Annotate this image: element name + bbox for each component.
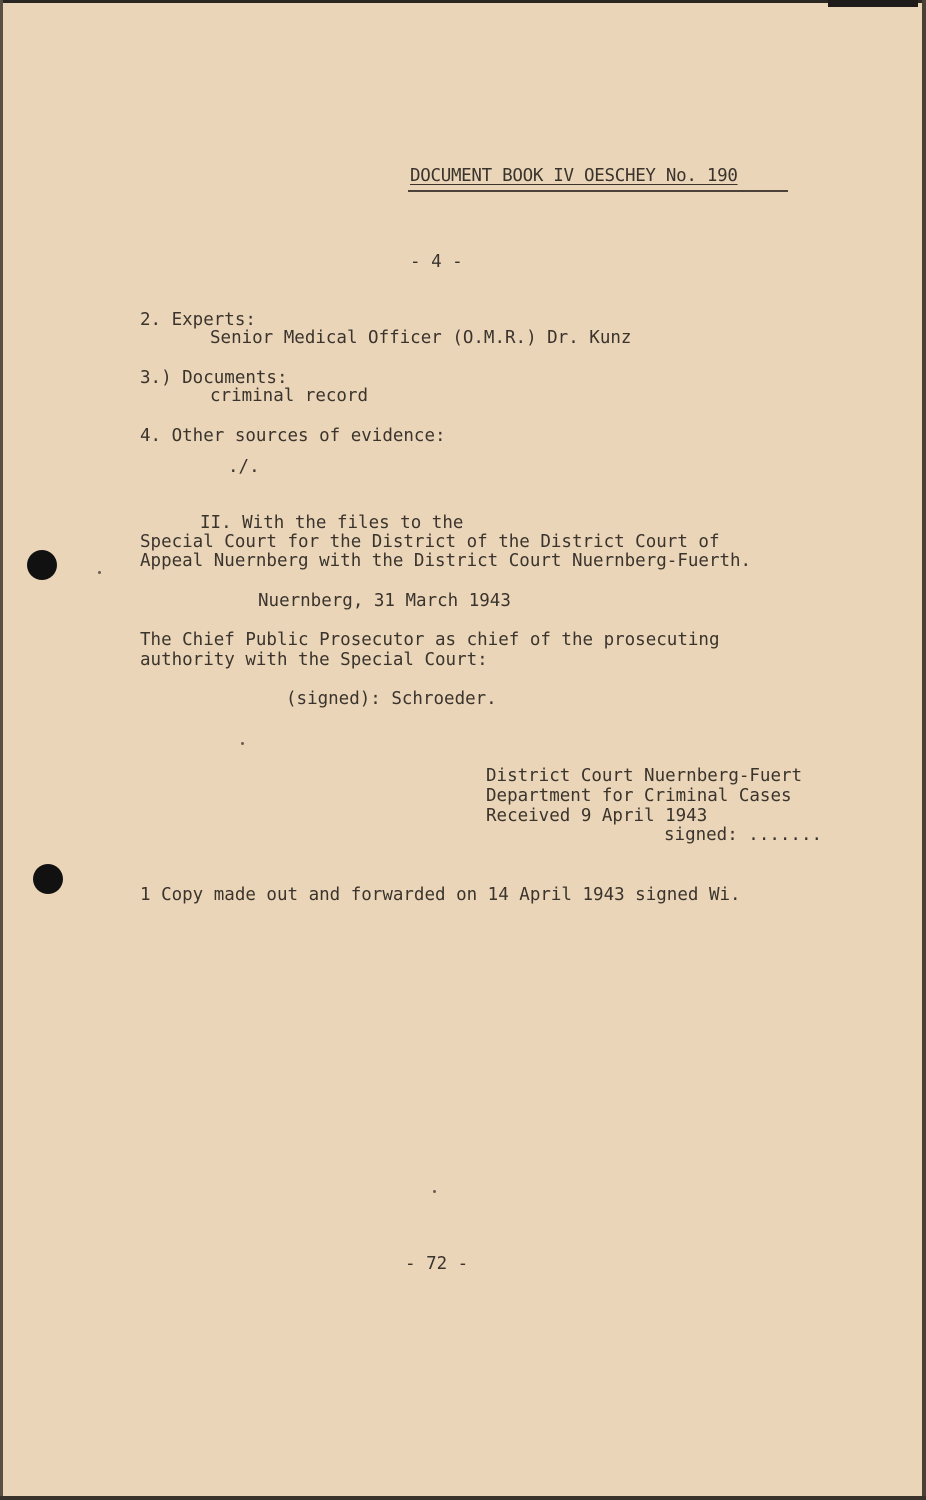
- documents-value: criminal record: [210, 386, 369, 406]
- stamp-line-2: Department for Criminal Cases: [486, 786, 792, 806]
- page-edge-left: [0, 0, 3, 1500]
- experts-value: Senior Medical Officer (O.M.R.) Dr. Kunz: [210, 328, 632, 348]
- other-evidence-heading: 4. Other sources of evidence:: [140, 426, 446, 446]
- forwarding-line-1: II. With the files to the: [200, 513, 464, 533]
- copy-note: 1 Copy made out and forwarded on 14 April 1943 signed Wi.: [140, 885, 741, 905]
- documents-heading: 3.) Documents:: [140, 368, 288, 388]
- punch-hole-upper: [27, 550, 57, 580]
- signature-line: (signed): Schroeder.: [286, 689, 497, 709]
- stamp-line-4: signed: .......: [664, 825, 823, 845]
- paper-speck: [241, 742, 244, 745]
- document-reference-header: DOCUMENT BOOK IV OESCHEY No. 190: [410, 166, 738, 186]
- experts-heading: 2. Experts:: [140, 310, 256, 330]
- page-edge-bottom: [0, 1496, 926, 1500]
- forwarding-line-2: Special Court for the District of the District Court of: [140, 532, 720, 552]
- page-edge-top: [0, 0, 926, 3]
- page-edge-right: [922, 0, 926, 1500]
- page-marker-top: - 4 -: [410, 252, 463, 272]
- place-date: Nuernberg, 31 March 1943: [258, 591, 511, 611]
- other-evidence-value: ./.: [228, 457, 260, 477]
- paper-speck: [98, 571, 101, 574]
- stamp-line-3: Received 9 April 1943: [486, 806, 708, 826]
- paper-speck: [433, 1190, 436, 1193]
- corner-ink-mark: [828, 0, 918, 7]
- forwarding-line-3: Appeal Nuernberg with the District Court Nuernberg-Fuerth.: [140, 551, 752, 571]
- prosecutor-line-2: authority with the Special Court:: [140, 650, 488, 670]
- page-number-bottom: - 72 -: [405, 1254, 469, 1274]
- punch-hole-lower: [33, 864, 63, 894]
- stamp-line-1: District Court Nuernberg-Fuert: [486, 766, 803, 786]
- header-underline: [408, 190, 788, 192]
- prosecutor-line-1: The Chief Public Prosecutor as chief of the prosecuting: [140, 630, 720, 650]
